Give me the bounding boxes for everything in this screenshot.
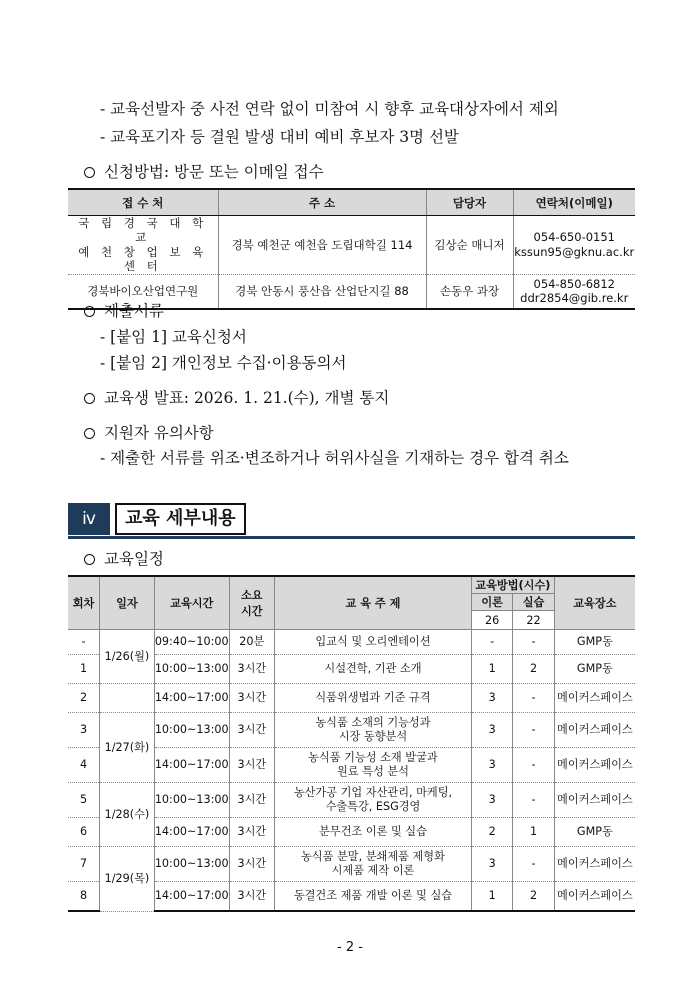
table-row [68,713,635,748]
schedule-header-row [68,576,635,594]
cell-duration: 3시간 [229,713,274,748]
cell-theory: 1 [471,655,512,684]
cell-no: 1 [68,655,100,684]
manager-cell: 손동우 과장 [426,274,513,309]
announce-text: 교육생 발표: 2026. 1. 21.(수), 개별 통지 [104,389,390,407]
cell-topic [274,847,471,882]
header-time: 교육시간 [154,576,229,630]
cell-time: 14:00~17:00 [154,882,229,912]
docs-heading [84,299,164,321]
topic-line-2: 수출특강, ESG경영 [325,800,421,813]
circle-bullet-icon [84,167,95,178]
cell-topic: 입교식 및 오리엔테이션 [274,630,471,655]
header-topic: 교 육 주 제 [274,576,471,630]
cell-theory: - [471,630,512,655]
org-line-2: 예 천 창 업 보 육 센 터 [78,244,208,274]
notes-heading [84,421,214,443]
cell-place: 메이커스페이스 [554,713,635,748]
cell-time: 09:40~10:00 [154,630,229,655]
cell-date: 1/28(수) [100,783,155,847]
cell-theory: 3 [471,783,512,818]
table-row [68,847,635,882]
application-table [68,188,635,310]
topic-line-1: 농산가공 기업 자산관리, 마케팅, [293,786,453,799]
intro-line-1: - 교육선발자 중 사전 연락 없이 미참여 시 향후 교육대상자에서 제외 [100,100,559,118]
cell-theory: 3 [471,748,512,783]
cell-topic [274,748,471,783]
announce-line [84,386,389,408]
cell-date: 1/29(목) [100,847,155,912]
cell-topic: 분무건조 이론 및 실습 [274,818,471,847]
email: ddr2854@gib.re.kr [520,291,629,305]
cell-theory: 3 [471,713,512,748]
header-manager: 담당자 [426,189,513,216]
cell-time: 10:00~13:00 [154,847,229,882]
header-org: 접 수 처 [68,189,218,216]
cell-place: 메이커스페이스 [554,684,635,713]
cell-topic [274,783,471,818]
docs-heading-text: 제출서류 [104,302,164,320]
cell-topic: 시설견학, 기관 소개 [274,655,471,684]
cell-practice: - [513,713,554,748]
cell-topic: 동결건조 제품 개발 이론 및 실습 [274,882,471,912]
circle-bullet-icon [84,554,95,565]
cell-duration: 3시간 [229,882,274,912]
topic-line-2: 원료 특성 분석 [336,765,409,778]
cell-practice: 2 [513,882,554,912]
cell-date: 1/27(화) [100,713,155,783]
cell-no: 6 [68,818,100,847]
contact-cell [513,216,635,275]
theory-total: 26 [471,611,512,630]
cell-practice: 2 [513,655,554,684]
header-method: 교육방법(시수) [471,576,554,594]
cell-time: 10:00~13:00 [154,783,229,818]
cell-no: 7 [68,847,100,882]
cell-duration: 3시간 [229,847,274,882]
section-rule [68,536,635,539]
header-contact: 연락처(이메일) [513,189,635,216]
notes-heading-text: 지원자 유의사항 [104,424,214,442]
schedule-heading-text: 교육일정 [104,550,164,568]
header-address: 주 소 [218,189,426,216]
cell-topic: 식품위생법과 기준 규격 [274,684,471,713]
dur-line-2: 시간 [241,605,263,618]
org-line-1: 국 립 경 국 대 학 교 [78,216,208,245]
cell-time: 14:00~17:00 [154,818,229,847]
cell-date: 1/26(월) [100,630,155,684]
cell-duration: 3시간 [229,818,274,847]
cell-time: 10:00~13:00 [154,713,229,748]
header-theory: 이론 [471,594,512,611]
section-title: 교육 세부내용 [115,503,246,535]
section-header [68,503,635,535]
cell-place: GMP동 [554,818,635,847]
header-practice: 실습 [513,594,554,611]
cell-theory: 3 [471,847,512,882]
topic-line-2: 시장 동향분석 [338,730,408,743]
cell-no: 5 [68,783,100,818]
table-row [68,684,635,713]
cell-theory: 3 [471,684,512,713]
org-cell: 경북바이오산업연구원 [68,274,218,309]
header-no: 회차 [68,576,100,630]
cell-no: 2 [68,684,100,713]
cell-place: 메이커스페이스 [554,882,635,912]
docs-item-2: - [붙임 2] 개인정보 수집·이용동의서 [100,354,347,372]
cell-theory: 1 [471,882,512,912]
cell-practice: - [513,748,554,783]
header-place: 교육장소 [554,576,635,630]
cell-time: 14:00~17:00 [154,748,229,783]
cell-no: 3 [68,713,100,748]
notes-item-1: - 제출한 서류를 위조·변조하거나 허위사실을 기재하는 경우 합격 취소 [100,449,569,467]
page-number: - 2 - [337,940,363,955]
address-cell: 경북 안동시 풍산읍 산업단지길 88 [218,274,426,309]
cell-place: 메이커스페이스 [554,748,635,783]
cell-duration: 20분 [229,630,274,655]
schedule-table [68,575,635,912]
cell-place: GMP동 [554,655,635,684]
table-row [68,783,635,818]
header-duration [229,576,274,630]
cell-no: 8 [68,882,100,912]
cell-practice: - [513,630,554,655]
org-cell [68,216,218,275]
topic-line-1: 농식품 기능성 소재 발굴과 [308,751,438,764]
address-cell: 경북 예천군 예천읍 도립대학길 114 [218,216,426,275]
cell-place: GMP동 [554,630,635,655]
cell-duration: 3시간 [229,655,274,684]
apply-heading [84,160,324,182]
cell-time: 10:00~13:00 [154,655,229,684]
cell-place: 메이커스페이스 [554,783,635,818]
cell-practice: - [513,684,554,713]
practice-total: 22 [513,611,554,630]
cell-time: 14:00~17:00 [154,684,229,713]
phone: 054-850-6812 [533,276,615,291]
cell-duration: 3시간 [229,783,274,818]
circle-bullet-icon [84,393,95,404]
email: kssun95@gknu.ac.kr [514,244,635,259]
topic-line-2: 시제품 제작 이론 [331,864,415,877]
phone: 054-650-0151 [533,230,615,245]
circle-bullet-icon [84,306,95,317]
cell-no: 4 [68,748,100,783]
schedule-heading [84,547,164,569]
cell-no: - [68,630,100,655]
cell-practice: 1 [513,818,554,847]
header-date: 일자 [100,576,155,630]
dur-line-1: 소요 [241,589,263,602]
cell-practice: - [513,783,554,818]
cell-topic [274,713,471,748]
apply-heading-text: 신청방법: 방문 또는 이메일 접수 [104,163,324,181]
cell-duration: 3시간 [229,684,274,713]
docs-item-1: - [붙임 1] 교육신청서 [100,328,247,346]
cell-theory: 2 [471,818,512,847]
cell-practice: - [513,847,554,882]
table-header-row [68,189,635,216]
topic-line-1: 농식품 분말, 분쇄제품 제형화 [301,850,445,863]
section-number: ⅳ [68,503,110,535]
table-row [68,216,635,275]
table-row [68,630,635,655]
manager-cell: 김상순 매니저 [426,216,513,275]
cell-date-empty [100,684,155,713]
topic-line-1: 농식품 소재의 기능성과 [315,716,431,729]
cell-place: 메이커스페이스 [554,847,635,882]
circle-bullet-icon [84,428,95,439]
cell-duration: 3시간 [229,748,274,783]
contact-cell [513,274,635,309]
intro-line-2: - 교육포기자 등 결원 발생 대비 예비 후보자 3명 선발 [100,128,459,146]
